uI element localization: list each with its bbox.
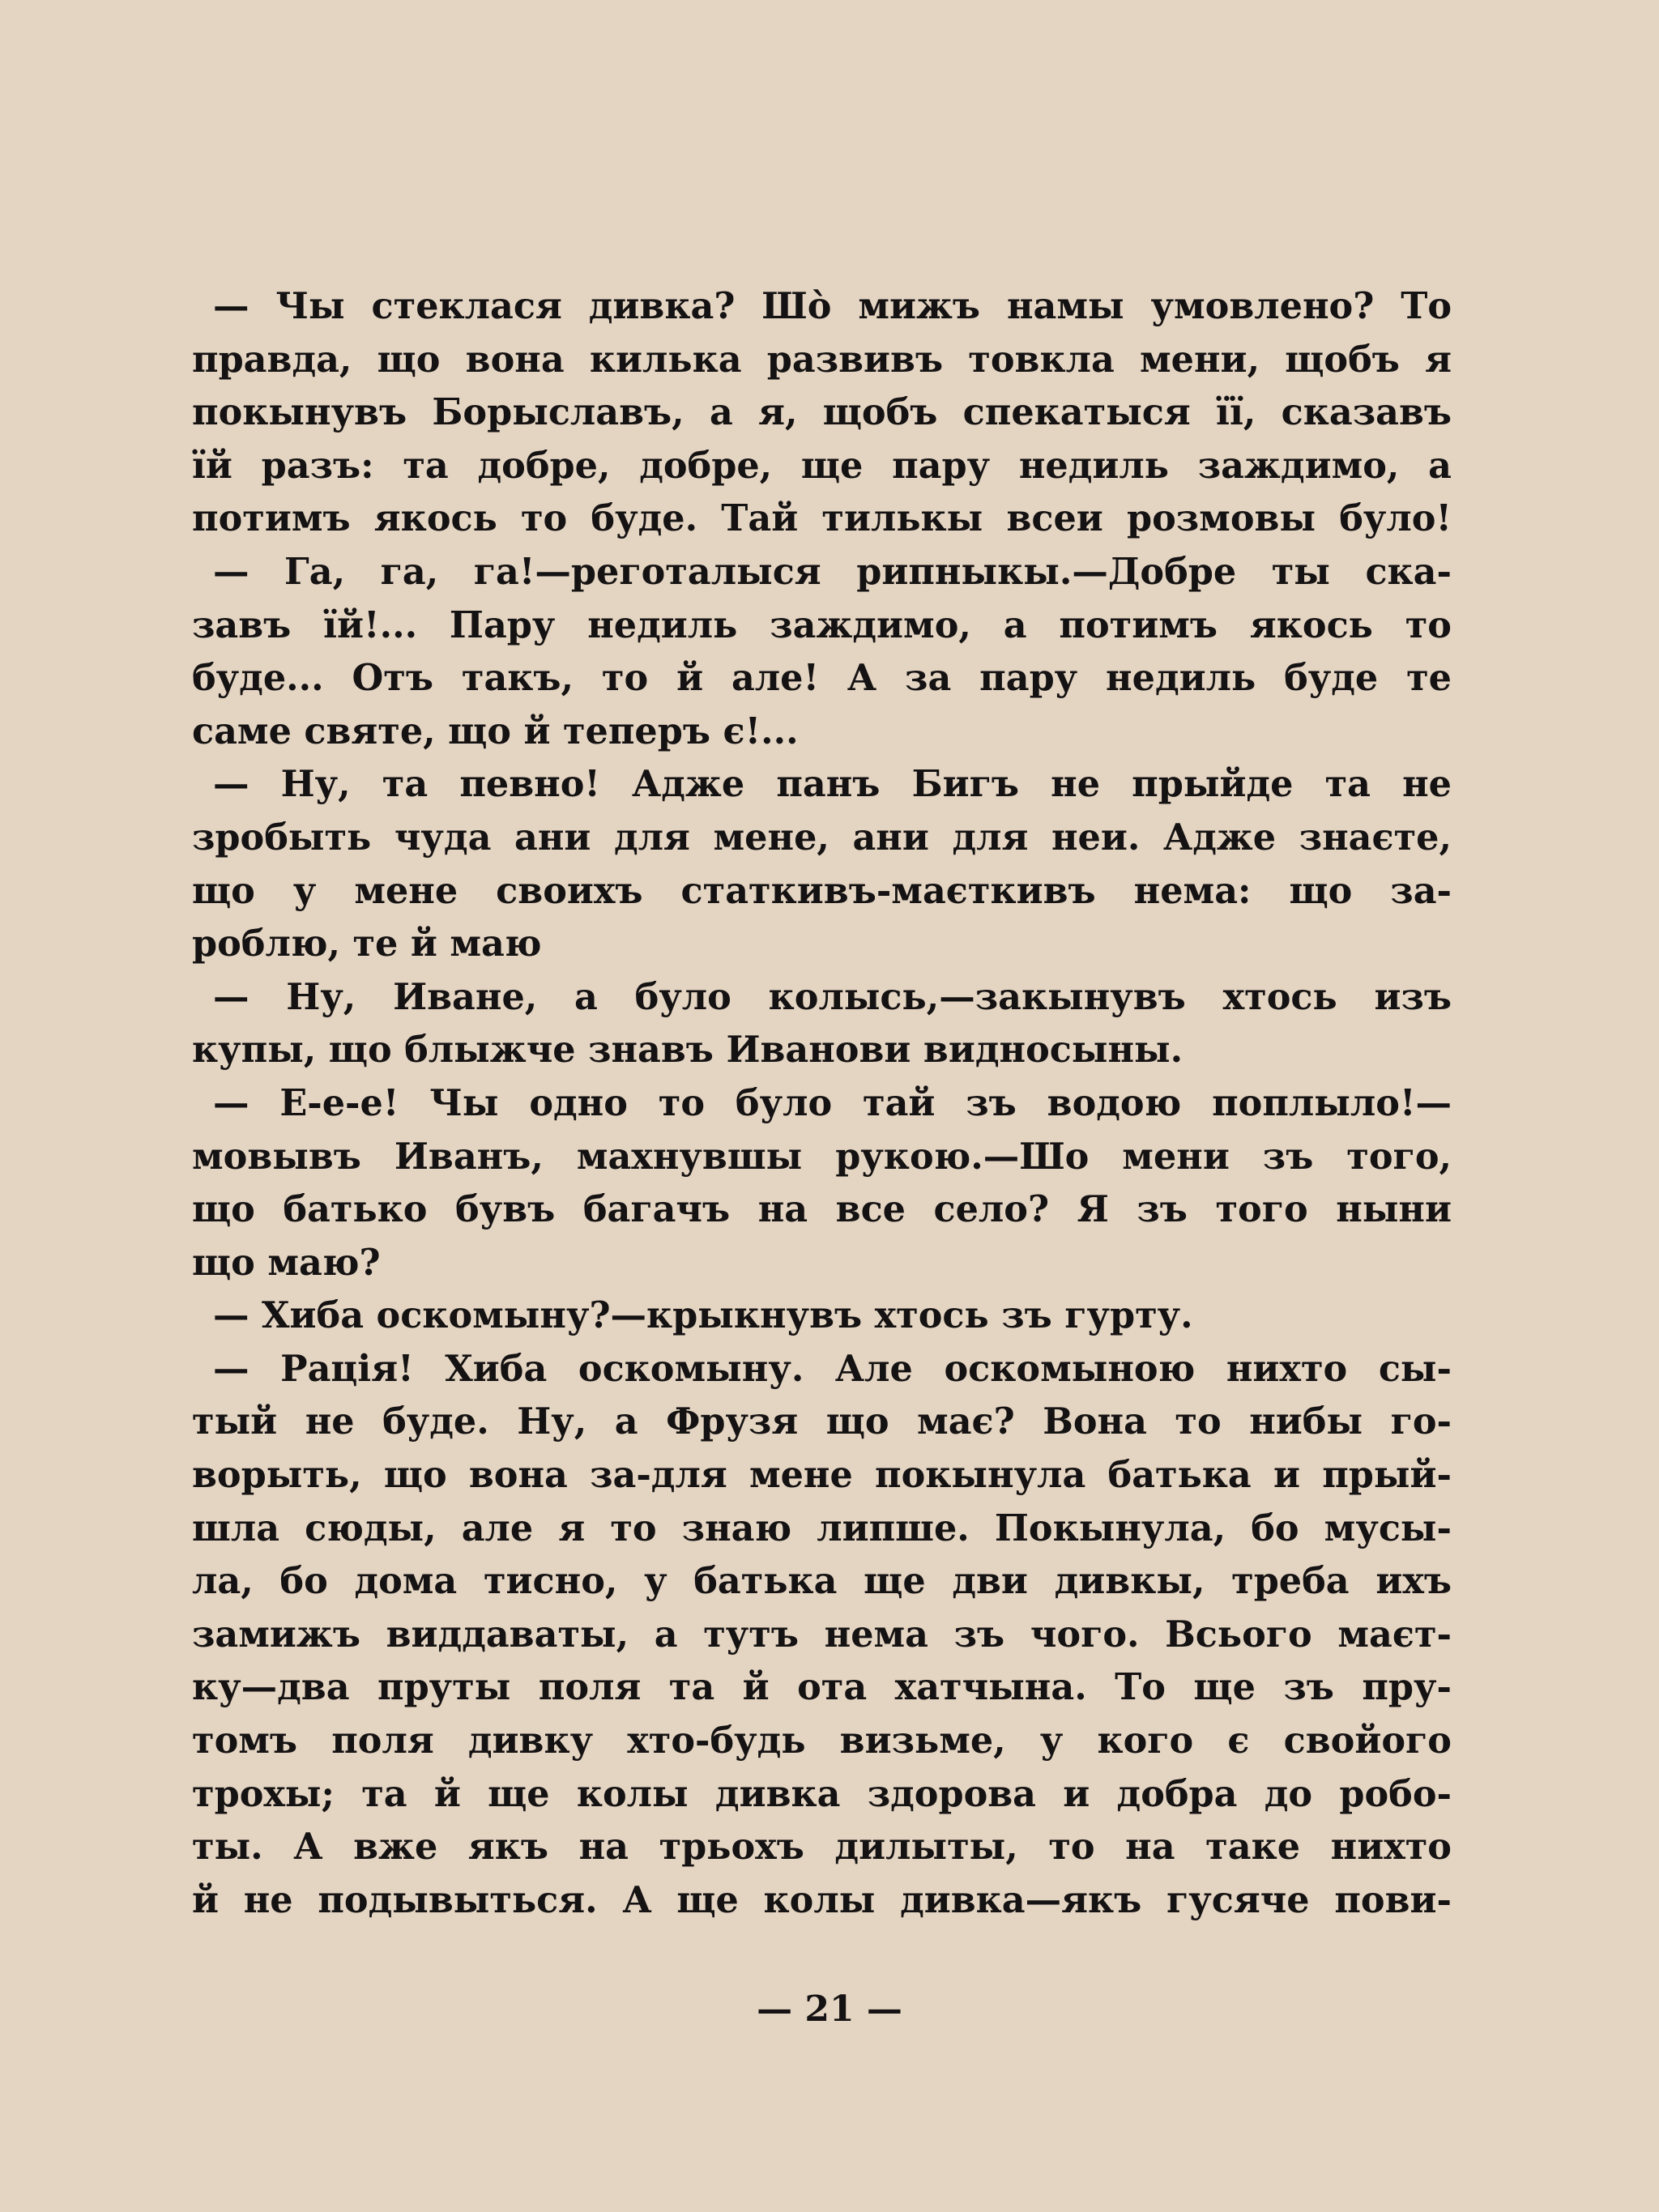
page-number: — 21 — [757,1988,902,2030]
text-line: — Е-е-е! Чы одно то було тай зъ водою поплыло!— [213,1081,1452,1124]
text-line: потимъ якось то буде. Тай тилькы всеи розмовы було! [192,497,1452,540]
text-line: мовывъ Иванъ, махнувшы рукою.—Шо мени зъ того, [192,1135,1452,1178]
text-line: ку—два пруты поля та й ота хатчына. То ще зъ пру- [192,1666,1452,1709]
text-line: — Хиба оскомыну?—крыкнувъ хтось зъ гурту. [213,1294,1193,1337]
text-line: роблю, те й маю [192,923,542,965]
text-line: трохы; та й ще колы дивка здорова и добра до робо- [192,1772,1452,1815]
text-line: ла, бо дома тисно, у батька ще дви дивкы, треба ихъ [192,1560,1452,1603]
text-line: — Ну, та певно! Адже панъ Бигъ не прыйде та не [213,763,1452,806]
text-line: їй разъ: та добре, добре, ще пару недиль заждимо, а [192,444,1452,487]
text-line: правда, що вона килька развивъ товкла мени, щобъ я [192,338,1452,381]
text-line: що батько бувъ багачъ на все село? Я зъ того ныни [192,1188,1452,1231]
text-line: купы, що блыжче знавъ Иванови видносыны. [192,1029,1183,1072]
text-line: — Га, га, га!—реготалыся рипныкы.—Добре ты ска- [213,550,1452,593]
text-line: томъ поля дивку хто-будь визьме, у кого є свойого [192,1720,1452,1762]
body-text [192,280,1452,1927]
text-line: й не подывыться. А ще колы дивка—якъ гусяче пови- [192,1878,1452,1921]
text-line: зробыть чуда ани для мене, ани для неи. Адже знаєте, [192,816,1452,859]
text-line: що у мене своихъ статкивъ-маєткивъ нема: що за- [192,869,1452,912]
text-line: — Ну, Иване, а було колысь,—закынувъ хтось изъ [213,975,1452,1018]
text-line: покынувъ Борыславъ, а я, щобъ спекатыся її, сказавъ [192,391,1452,434]
text-line: — Рація! Хиба оскомыну. Але оскомыною нихто сы- [213,1347,1452,1390]
text-line: — Чы стеклася дивка? Шо̀ мижъ намы умовлено? То [213,285,1452,327]
text-line: тый не буде. Ну, а Фрузя що має? Вона то нибы го- [192,1400,1452,1443]
text-line: буде... Отъ такъ, то й але! А за пару недиль буде те [192,657,1452,700]
text-line: шла сюды, але я то знаю липше. Покынула, бо мусы- [192,1507,1452,1549]
text-line: ты. А вже якъ на трьохъ дилыты, то на таке нихто [192,1826,1452,1869]
text-line: замижъ виддаваты, а тутъ нема зъ чого. Всього маєт- [192,1613,1452,1656]
text-line: саме святе, що й теперъ є!... [192,710,799,752]
text-line: що маю? [192,1241,381,1284]
text-line: ворыть, що вона за-для мене покынула батька и прый- [192,1454,1452,1497]
text-line: завъ їй!... Пару недиль заждимо, а потимъ якось то [192,603,1452,646]
